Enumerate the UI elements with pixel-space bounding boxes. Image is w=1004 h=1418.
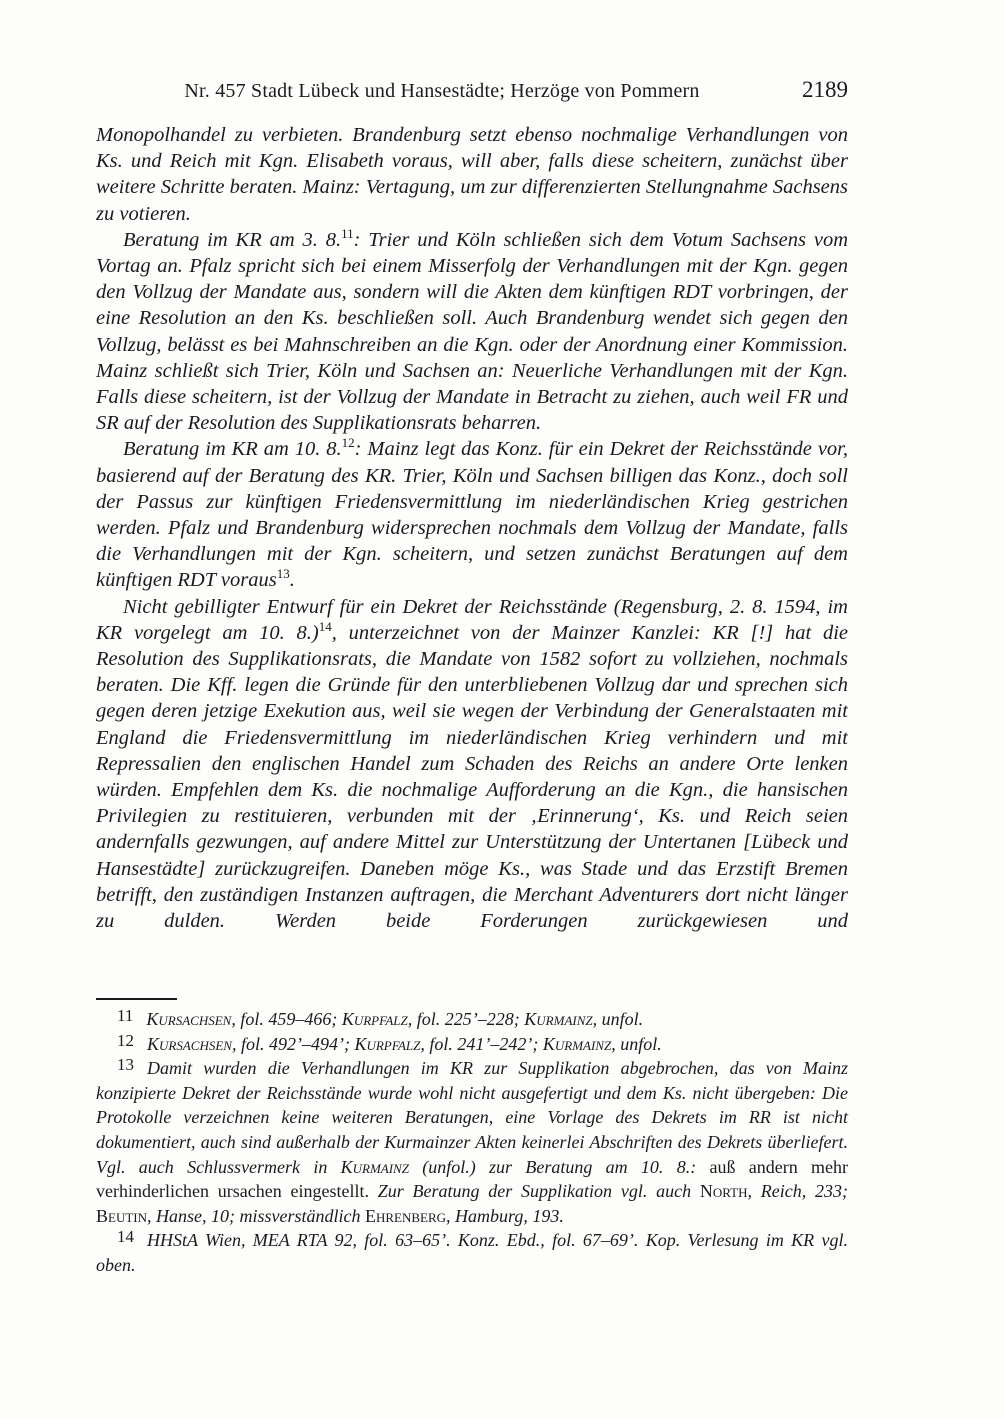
footnote-13-text: (unfol.) zur Beratung am 10. 8.: bbox=[408, 1156, 710, 1177]
footnote-12-text: , fol. 492’–494’; bbox=[231, 1033, 355, 1054]
body-text bbox=[96, 122, 848, 934]
footnote-13-author-ehrenberg: Ehrenberg bbox=[364, 1205, 447, 1226]
footnote-11-text: , fol. 459–466; bbox=[231, 1009, 342, 1029]
footnote-12-archive-kursachsen: Kursachsen bbox=[147, 1033, 232, 1054]
paragraph-3-text: : Mainz legt das Konz. für ein Dekret der Reichsstände vor, basierend auf der Beratung des KR. Trier, Köln und Sachsen billigen das Konz., doch soll der Passus zur künftigen Friedensvermittlung im niederländischen Krieg gestrichen werden. Pfalz und Brandenburg widersprechen nochmals dem Vollzug der Mandate, falls die Verhandlungen mit der Kgn. scheitern, und setzen zunächst Beratungen auf dem künftigen RDT voraus bbox=[96, 438, 848, 592]
footnote-separator bbox=[96, 998, 177, 1000]
footnote-11-archive-kurmainz: Kurmainz bbox=[524, 1009, 593, 1029]
footnote-13-author-north: North bbox=[699, 1181, 748, 1202]
footnote-13-cite-beutin: , Hanse, 10; missverständlich bbox=[147, 1205, 365, 1226]
footnote-13: 13 Damit wurden die Verhandlungen im KR zur Supplikation abgebrochen, das von Mainz konzipierte Dekret der Reichsstände wurde wohl nicht ausgefertigt und dem Ks. nicht übergeben: Die Protokolle verzeichnen keine weiteren Beratungen, eine Vorlage des Dekrets im RR ist nicht dokumentiert, auch sind außerhalb der Kurmainzer Akten keinerlei Abschriften des Dekrets überliefert. Vgl. auch Schlussvermerk in Kurmainz (unfol.) zur Beratung am 10. 8.: auß andern mehr verhinderlichen ursachen eingestellt. Zur Beratung der Supplikation vgl. auch North, Reich, 233; Beutin, Hanse, 10; missverständlich Ehrenberg, Hamburg, 193. bbox=[96, 1055, 849, 1226]
footnote-13-author-beutin: Beutin bbox=[96, 1205, 147, 1226]
footnote-11-text-3: , unfol. bbox=[592, 1009, 644, 1029]
footnote-13-cite-north: , Reich, 233; bbox=[747, 1181, 848, 1202]
paragraph-3-lead: Beratung im KR am 10. 8. bbox=[123, 438, 342, 461]
footnote-12-text-2: , fol. 241’–242’; bbox=[420, 1033, 543, 1054]
footnote-13-archive-kurmainz: Kurmainz bbox=[340, 1156, 409, 1177]
footnotes-section bbox=[96, 998, 848, 1278]
footnote-12-archive-kurmainz: Kurmainz bbox=[542, 1033, 612, 1054]
footnote-11-text-2: , fol. 225’–228; bbox=[407, 1009, 525, 1029]
paragraph-2-lead: Beratung im KR am 3. 8. bbox=[123, 228, 342, 251]
paragraph-1 bbox=[96, 122, 848, 227]
running-header-title: Nr. 457 Stadt Lübeck und Hansestädte; Herzöge von Pommern bbox=[184, 80, 700, 102]
paragraph-1-text: Monopolhandel zu verbieten. Brandenburg setzt ebenso nochmalige Verhandlungen von Ks. und Reich mit Kgn. Elisabeth voraus, will aber, falls diese scheitern, zunächst über weitere Schritte beraten. Mainz: Vertagung, um zur differenzierten Stellungnahme Sachsens zu votieren. bbox=[96, 124, 848, 225]
footnote-13-text-2: Zur Beratung der Supplikation vgl. auch bbox=[368, 1181, 700, 1202]
paragraph-3-end: . bbox=[289, 569, 295, 592]
footnote-11-archive-kursachsen: Kursachsen bbox=[146, 1009, 232, 1029]
text-block bbox=[96, 77, 848, 934]
footnote-14: 14 HHStA Wien, MEA RTA 92, fol. 63–65’. Konz. Ebd., fol. 67–69’. Kop. Verlesung im KR vgl. oben. bbox=[96, 1227, 848, 1275]
footnote-13-cite-ehrenberg: , Hamburg, 193. bbox=[446, 1205, 564, 1226]
footnote-ref-12: 12 bbox=[341, 435, 355, 451]
footnote-14-text: HHStA Wien, MEA RTA 92, fol. 63–65’. Konz. Ebd., fol. 67–69’. Kop. Verlesung im KR vgl. oben. bbox=[96, 1230, 848, 1275]
page-number: 2189 bbox=[802, 77, 848, 102]
footnote-11-archive-kurpfalz: Kurpfalz bbox=[341, 1009, 408, 1029]
footnote-ref-13: 13 bbox=[276, 566, 290, 582]
running-header bbox=[96, 77, 848, 108]
footnote-13-commentary: Damit wurden die Verhandlungen im KR zur Supplikation abgebrochen, das von Mainz konzipierte Dekret der Reichsstände wurde wohl nicht ausgefertigt und dem Ks. nicht übergeben: Die Protokolle verzeichnen keine weiteren Beratungen, eine Vorlage des Dekrets im RR ist nicht dokumentiert, auch sind außerhalb der Kurmainzer Akten keinerlei Abschriften des Dekrets überliefert. Vgl. auch Schlussvermerk in bbox=[96, 1058, 848, 1177]
footnote-ref-14: 14 bbox=[318, 618, 332, 634]
footnote-11: 11 Kursachsen, fol. 459–466; Kurpfalz, fol. 225’–228; Kurmainz, unfol. bbox=[117, 1006, 644, 1029]
paragraph-4-text: , unterzeichnet von der Mainzer Kanzlei: KR [!] hat die Resolution des Supplikationsrats, die Mandate von 1582 sofort zu vollziehen, nochmals beraten. Die Kff. legen die Gründe für den unterbliebenen Vollzug dar und sprechen sich gegen deren jetzige Exekution aus, weil sie wegen der Verbindung der Generalstaaten mit England die Friedensvermittlung im niederländischen Krieg verhindern und mit Repressalien den englischen Handel zum Schaden des Reichs an andere Orte lenken würden. Empfehlen dem Ks. die nochmalige Aufforderung an die Kgn., die hansischen Privilegien zu restituieren, verbunden mit der ‚Erinnerung‘, Ks. und Reich seien andernfalls gezwungen, auf andere Mittel zur Unterstützung der Untertanen [Lübeck und Hansestädte] zurückzugreifen. Daneben möge Ks., was Stade und das Erzstift Bremen betrifft, den zuständigen Instanzen auftragen, die Merchant Adventurers dort nicht länger zu dulden. Werden beide Forderungen zurückgewiesen und bbox=[96, 621, 848, 933]
paragraph-3 bbox=[96, 436, 848, 593]
footnote-12-archive-kurpfalz: Kurpfalz bbox=[354, 1033, 421, 1054]
footnote-ref-11: 11 bbox=[341, 225, 354, 241]
footnote-13-quotation: auß andern mehr verhinderlichen ursachen eingestellt. bbox=[96, 1156, 849, 1202]
footnote-12-text-3: , unfol. bbox=[611, 1033, 662, 1054]
paragraph-2-text: : Trier und Köln schließen sich dem Votum Sachsens vom Vortag an. Pfalz spricht sich bei einem Misserfolg der Verhandlungen mit der Kgn. gegen den Vollzug der Mandate aus, sondern will die Akten dem künftigen RDT vorbringen, der eine Resolution an den Ks. beschließen soll. Auch Brandenburg wendet sich gegen den Vollzug, belässt es bei Mahnschreiben an die Kgn. oder der Anordnung einer Kommission. Mainz schließt sich Trier, Köln und Sachsen an: Neuerliche Verhandlungen mit der Kgn. Falls diese scheitern, ist der Vollzug der Mandate in Betracht zu ziehen, auch weil FR und SR auf der Resolution des Supplikationsrats beharren. bbox=[96, 228, 848, 435]
paragraph-4-lead: Nicht gebilligter Entwurf für ein Dekret der Reichsstände (Regensburg, 2. 8. 1594, im KR vorgelegt am 10. 8.) bbox=[96, 595, 848, 644]
footnote-12: 12 Kursachsen, fol. 492’–494’; Kurpfalz, fol. 241’–242’; Kurmainz, unfol. bbox=[117, 1030, 662, 1054]
paragraph-2 bbox=[96, 227, 848, 437]
paragraph-4 bbox=[96, 594, 848, 935]
